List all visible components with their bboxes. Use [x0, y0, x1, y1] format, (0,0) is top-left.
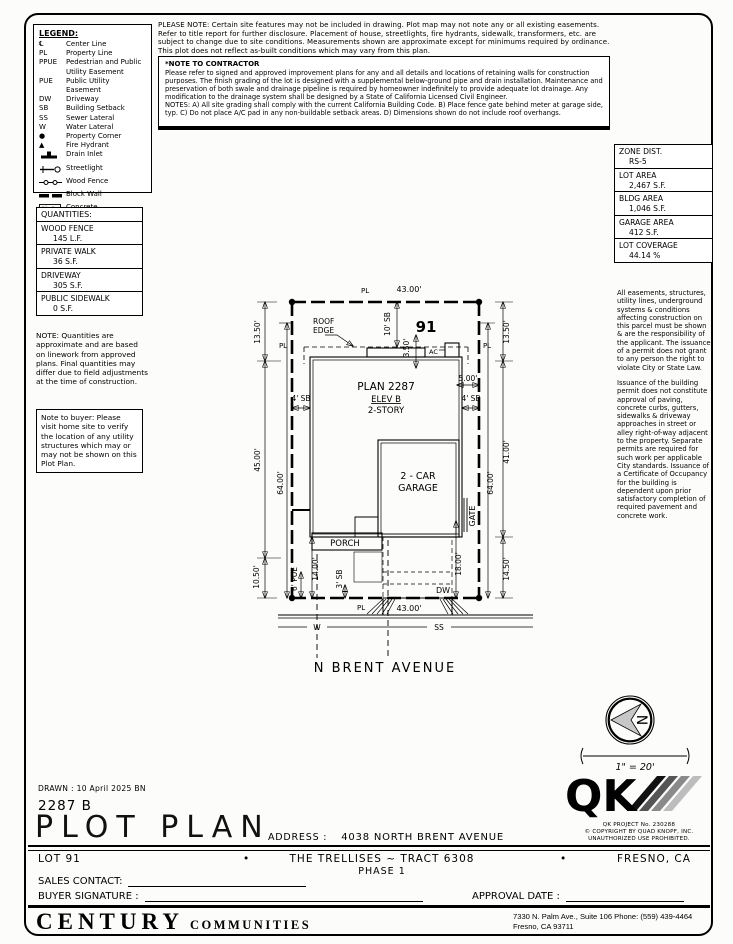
- dim-1400: 14.00': [311, 557, 320, 581]
- legend-item: PUE Public Utility Easement: [39, 76, 110, 95]
- legend-item: Wood Fence: [39, 177, 146, 190]
- city-notes: [617, 289, 712, 527]
- plan-elev: ELEV B: [371, 395, 401, 405]
- roof-edge-label: ROOF: [313, 317, 335, 326]
- scale-label: 1" = 20': [615, 762, 655, 773]
- streetlight-icon: [39, 164, 66, 177]
- quantities-table: [36, 209, 143, 316]
- address-label: ADDRESS :: [268, 832, 328, 843]
- legend-title: LEGEND:: [39, 29, 79, 38]
- fire-hydrant-icon: ▲: [39, 141, 45, 150]
- legend-item: W Water Lateral: [39, 122, 114, 131]
- city-note-1: All easements, structures, utility lines, underground systems & conditions affecting construction on this parcel must be shown & are the responsibility of the applicant. The issuance of a permit does not grant to any person the right to violate City or State Law.: [617, 289, 711, 372]
- water-symbol: W: [39, 122, 46, 131]
- dim-1350-left: 13.50': [253, 320, 262, 344]
- quantities-row: DRIVEWAY 305 S.F.: [36, 268, 143, 293]
- quantities-title: QUANTITIES:: [36, 207, 143, 222]
- dim-350: 3.50': [402, 338, 411, 358]
- dim-sb3: 3' SB: [335, 569, 344, 589]
- dim-6400-left: 64.00': [276, 471, 285, 495]
- sales-contact-label: SALES CONTACT:: [38, 876, 123, 887]
- approval-date-line: [566, 892, 684, 902]
- zoning-table: [614, 146, 713, 263]
- block-wall-icon: [39, 190, 66, 203]
- property-corner-icon: [476, 595, 482, 601]
- ppue-symbol: PPUE: [39, 58, 57, 67]
- approval-date-row: [472, 891, 684, 902]
- legend-item: Drain Inlet: [39, 150, 146, 163]
- svg-text:GARAGE: GARAGE: [398, 483, 438, 494]
- pl-label-top: PL: [361, 287, 370, 295]
- contractor-note-title: *NOTE TO CONTRACTOR: [165, 60, 260, 68]
- property-corner-icon: [476, 299, 482, 305]
- legend-item: Streetlight: [39, 164, 146, 177]
- tract-label: THE TRELLISES ~ TRACT 6308: [289, 853, 475, 865]
- private-walk: [354, 552, 382, 582]
- sales-contact-line: [128, 877, 306, 887]
- garage-label: 2 - CAR: [400, 471, 436, 482]
- property-line-symbol: PL: [39, 49, 48, 58]
- bullet-separator: •: [243, 853, 251, 865]
- dim-1050: 10.50': [252, 565, 261, 589]
- address-value: 4038 NORTH BRENT AVENUE: [341, 832, 504, 843]
- dim-sb10: 10' SB: [383, 312, 392, 336]
- zoning-row: GARAGE AREA 412 S.F.: [614, 215, 713, 240]
- driveway-symbol: DW: [39, 95, 52, 104]
- legend-panel: [33, 24, 152, 199]
- dim-sb4-left: 4' SB: [291, 394, 311, 403]
- pl-label-right: PL: [482, 342, 492, 350]
- buyer-note-box: Note to buyer: Please visit home site to verify the location of any utility structures which may or may not be shown on this Plot Plan.: [36, 409, 143, 473]
- ac-label: AC: [429, 348, 438, 356]
- builder-logo: CENTURY: [36, 909, 184, 934]
- buyer-signature-label: BUYER SIGNATURE :: [38, 891, 139, 902]
- site-plan-drawing: [233, 280, 583, 695]
- qk-logo: [565, 771, 713, 818]
- legend-item: Block Wall: [39, 190, 146, 203]
- qk-logo-block: [565, 771, 713, 843]
- builder-logo-suffix: COMMUNITIES: [189, 918, 312, 932]
- legend-item: PL Property Line: [39, 49, 113, 58]
- ac-pad: [445, 343, 459, 357]
- lot-label: LOT 91: [38, 853, 81, 865]
- svg-text:EDGE: EDGE: [313, 326, 335, 335]
- quantities-row: PRIVATE WALK 36 S.F.: [36, 244, 143, 269]
- zoning-row: LOT AREA 2,467 S.F.: [614, 168, 713, 193]
- dim-top-width: 43.00': [396, 285, 422, 294]
- gate-label: GATE: [468, 505, 477, 527]
- sewer-symbol: SS: [39, 113, 48, 122]
- pl-label-left: PL: [278, 342, 288, 350]
- qk-project-number: QK PROJECT No. 230288: [602, 822, 676, 828]
- qk-copyright: © COPYRIGHT BY QUAD KNOPF, INC.: [584, 829, 694, 835]
- phase-label: PHASE 1: [358, 866, 406, 877]
- dim-4500: 45.00': [253, 448, 262, 472]
- drain-inlet-icon: [39, 150, 66, 163]
- bullet-separator: •: [560, 853, 568, 865]
- north-arrow: [575, 690, 700, 775]
- contractor-note-body: Please refer to signed and approved improvement plans for any and all details and locations of retaining walls for construction purposes. The finish grading of the lot is designed with a supplemental below-ground pipe and drain installation. Maintenance and preservation of both swale and drainage pipeline is required by homeowner indefinitely to provide adequate lot drainage. Any modification to the drainage system shall be designed by a State of California Licensed Civil Engineer.: [165, 69, 603, 102]
- drawn-date: DRAWN : 10 April 2025 BN: [38, 784, 146, 793]
- builder-bar: [36, 909, 710, 935]
- plan-number: 2287 B: [38, 798, 92, 814]
- divider-double-rule: [28, 845, 710, 851]
- city-note-2: Issuance of the building permit does not constitute approval of paving, concrete curbs, gutters, sidewalks & driveway approaches in street or alley right-of-way adjacent to the property. Separate permits are required for such work per applicable City standards. Issuance of a Certificate of Occupancy for the building is dependent upon prior satisfactory completion of required pavement and concrete work.: [617, 378, 709, 520]
- contractor-note-box: [158, 56, 610, 130]
- scale-bracket-left: [581, 748, 583, 764]
- porch-label: PORCH: [330, 539, 360, 549]
- dim-500: 5.00': [458, 374, 478, 383]
- buyer-signature-line: [145, 892, 423, 902]
- plan-name: PLAN 2287: [357, 381, 415, 393]
- property-corner-icon: [289, 299, 295, 305]
- dim-4100: 41.00': [502, 440, 511, 464]
- sheet-title: PLOT PLAN: [35, 810, 271, 845]
- dim-1450: 14.50': [502, 557, 511, 581]
- dim-6400-right: 64.00': [486, 471, 495, 495]
- legend-item: SS Sewer Lateral: [39, 113, 115, 122]
- quantities-note: NOTE: Quantities are approximate and are based on linework from approved plans. Final quantities may differ due to field adjustments at the time of construction.: [36, 331, 148, 387]
- address-line: [268, 832, 504, 843]
- plan-story: 2-STORY: [367, 406, 405, 416]
- zoning-row: ZONE DIST. RS-5: [614, 144, 713, 169]
- north-label: N: [633, 714, 649, 726]
- lot-number: 91: [415, 318, 437, 336]
- zoning-row: BLDG AREA 1,046 S.F.: [614, 191, 713, 216]
- zoning-row: LOT COVERAGE 44.14 %: [614, 238, 713, 263]
- please-note-text: PLEASE NOTE: Certain site features may not be included in drawing. Plot map may not note any or all existing easements. Refer to title report for further disclosure. Placement of house, streetlights, fire hydrants, sidewalk, transformers, etc. are subject to change due to site conditions. Measurements shown are approximate except for minimums required by ordinance. This plot does not reflect as-built conditions which may vary from this plan.: [158, 21, 610, 55]
- water-lateral-label: W: [313, 623, 321, 632]
- builder-address: 7330 N. Palm Ave., Suite 106 Phone: (559) 439-4464 Fresno, CA 93711: [513, 912, 693, 931]
- quantities-row: PUBLIC SIDEWALK 0 S.F.: [36, 291, 143, 316]
- dim-bottom-width: 43.00': [396, 604, 422, 613]
- legend-item: ● Property Corner: [39, 132, 122, 141]
- centerline-symbol: ℄: [39, 40, 44, 48]
- dim-pue6: 6' PUE: [290, 567, 299, 591]
- legend-item: DW Driveway: [39, 95, 99, 104]
- legend-item: ▲ Fire Hydrant: [39, 141, 109, 150]
- divider-thick-rule: [28, 905, 710, 908]
- dimension-lines: [257, 302, 513, 598]
- driveway-label: DW: [436, 586, 451, 595]
- scale-bracket-right: [687, 748, 689, 764]
- house-outline: [292, 335, 468, 550]
- qk-logo-text: QK: [565, 771, 637, 818]
- approval-date-label: APPROVAL DATE :: [472, 891, 560, 902]
- property-corner-icon: ●: [39, 132, 46, 141]
- dim-1800: 18.00': [454, 552, 463, 576]
- city-label: FRESNO, CA: [617, 853, 691, 865]
- sewer-lateral-label: SS: [434, 623, 444, 632]
- property-corner-icon: [289, 595, 295, 601]
- legend-item: PPUE Pedestrian and Public Utility Easement: [39, 58, 142, 76]
- pl-label-bottom: PL: [357, 604, 366, 612]
- street-name: N BRENT AVENUE: [313, 661, 457, 676]
- sales-contact-row: [38, 876, 306, 887]
- wood-fence-icon: [39, 177, 66, 190]
- legend-item: ℄ Center Line: [39, 40, 107, 48]
- legend-item: SB Building Setback: [39, 104, 125, 113]
- dim-sb4-right: 4' SB: [461, 394, 481, 403]
- roof-edge-leader: [325, 335, 353, 346]
- contractor-note-list: NOTES: A) All site grading shall comply with the current California Building Code. B) Place fence gate behind meter at garage side, typ. C) Do not place A/C pad in any non-buildable setback areas. D) Dimensions shown do not include roof overhangs.: [165, 101, 603, 118]
- quantities-row: WOOD FENCE 145 L.F.: [36, 221, 143, 246]
- buyer-signature-row: [38, 891, 423, 902]
- qk-unauthorized: UNAUTHORIZED USE PROHIBITED.: [588, 836, 690, 842]
- dim-1350-right: 13.50': [502, 320, 511, 344]
- pue-symbol: PUE: [39, 76, 53, 85]
- setback-symbol: SB: [39, 104, 49, 113]
